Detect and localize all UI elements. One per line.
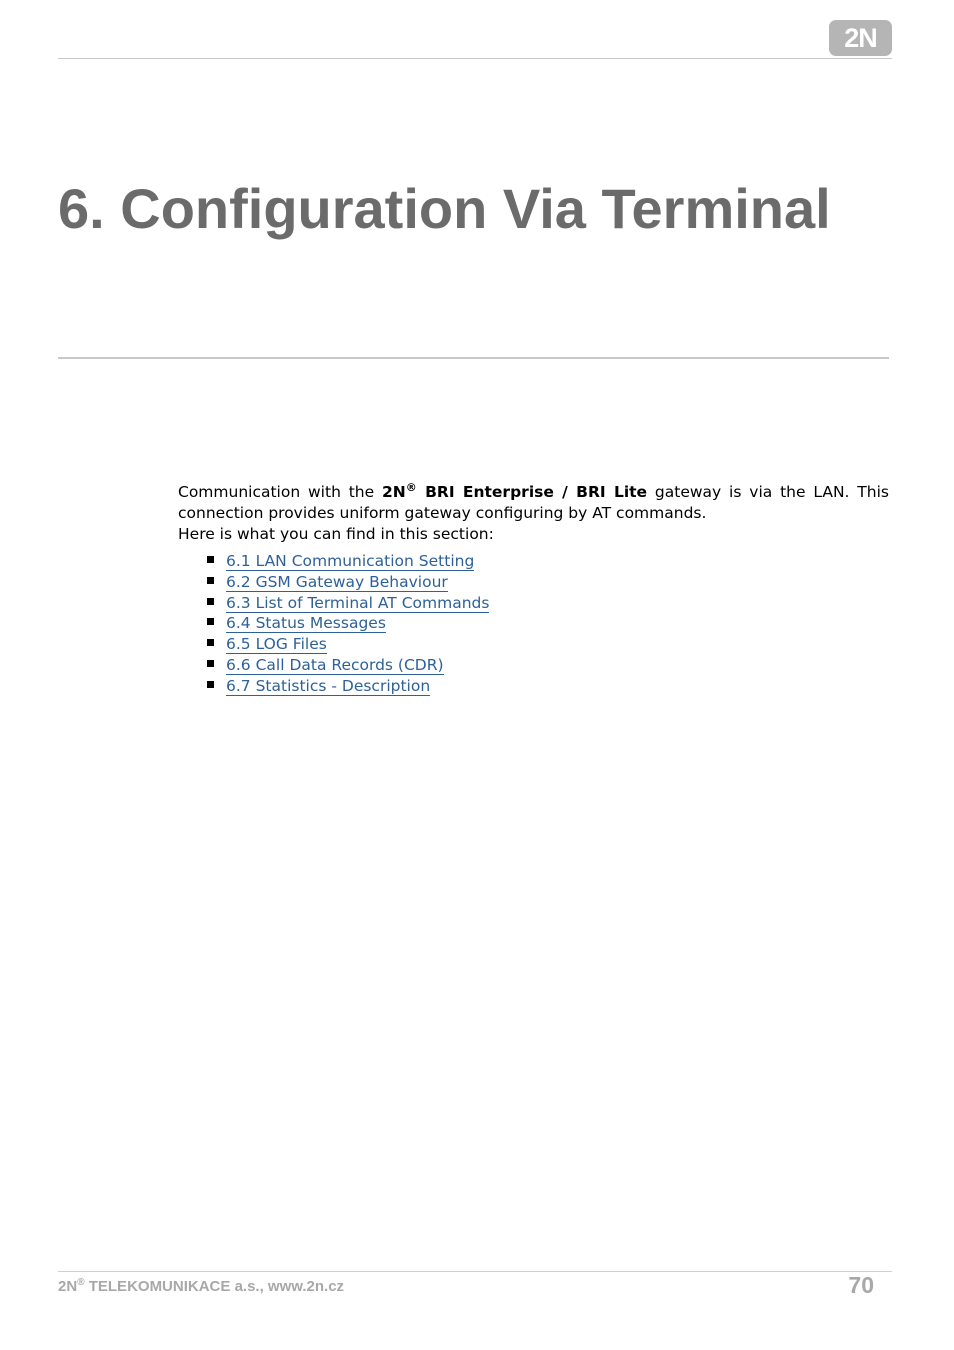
footer-divider bbox=[58, 1271, 892, 1272]
section-toc bbox=[178, 551, 889, 697]
2n-logo: 2N bbox=[829, 20, 892, 56]
toc-link-status-messages[interactable]: 6.4 Status Messages bbox=[226, 614, 386, 633]
section-body bbox=[178, 482, 889, 697]
toc-item bbox=[178, 593, 889, 614]
toc-item bbox=[178, 572, 889, 593]
product-name: 2N® BRI Enterprise / BRI Lite bbox=[382, 481, 648, 501]
title-divider bbox=[58, 357, 889, 359]
bullet-icon bbox=[207, 618, 214, 625]
toc-item bbox=[178, 613, 889, 634]
page-title: 6. Configuration Via Terminal bbox=[58, 177, 831, 240]
intro-paragraph bbox=[178, 482, 889, 524]
toc-item bbox=[178, 551, 889, 572]
bullet-icon bbox=[207, 681, 214, 688]
toc-link-terminal-at-commands[interactable]: 6.3 List of Terminal AT Commands bbox=[226, 593, 490, 612]
bullet-icon bbox=[207, 660, 214, 667]
intro-text-end: gateway is via the LAN. This connection provides uniform gateway configuring by AT commands. bbox=[178, 483, 889, 522]
toc-link-gsm-gateway-behaviour[interactable]: 6.2 GSM Gateway Behaviour bbox=[226, 572, 448, 591]
toc-item bbox=[178, 676, 889, 697]
header-divider bbox=[58, 58, 892, 59]
bullet-icon bbox=[207, 577, 214, 584]
toc-link-log-files[interactable]: 6.5 LOG Files bbox=[226, 635, 327, 654]
intro-text-start: Communication with the bbox=[178, 483, 382, 501]
section-intro: Here is what you can find in this section: bbox=[178, 525, 494, 543]
footer-company: 2N® TELEKOMUNIKACE a.s., www.2n.cz bbox=[58, 1277, 345, 1295]
bullet-icon bbox=[207, 598, 214, 605]
toc-link-statistics-description[interactable]: 6.7 Statistics - Description bbox=[226, 676, 431, 695]
toc-link-lan-communication[interactable]: 6.1 LAN Communication Setting bbox=[226, 552, 475, 570]
bullet-icon bbox=[207, 556, 214, 563]
toc-item bbox=[178, 634, 889, 655]
toc-link-call-data-records[interactable]: 6.6 Call Data Records (CDR) bbox=[226, 655, 444, 674]
toc-item bbox=[178, 655, 889, 676]
bullet-icon bbox=[207, 639, 214, 646]
page-number: 70 bbox=[848, 1272, 874, 1298]
